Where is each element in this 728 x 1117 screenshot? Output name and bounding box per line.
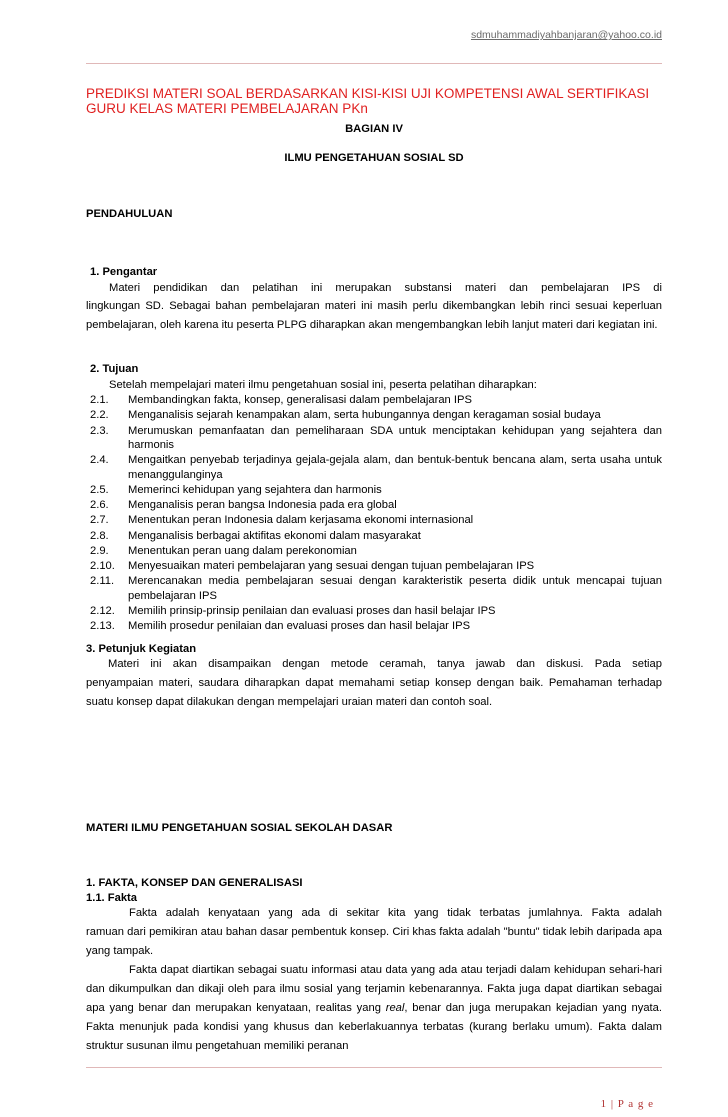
fakta-p2-emphasis: real [385, 1002, 405, 1014]
tujuan-item-number: 2.7. [90, 514, 109, 527]
tujuan-item-number: 2.8. [90, 529, 109, 542]
fakta-p1-rest: ramuan dari pemikiran atau bahan dasar pembentuk konsep. Ciri khas fakta adalah "buntu" tidak lebih daripada apa yang tampak. [86, 926, 662, 957]
section-petunjuk-heading: 3. Petunjuk Kegiatan [86, 643, 197, 655]
tujuan-item-text: Memerinci kehidupan yang sejahtera dan harmonis [128, 483, 382, 496]
tujuan-item-text: Menganalisis peran bangsa Indonesia pada era global [128, 498, 397, 511]
tujuan-intro: Setelah mempelajari materi ilmu pengetahuan sosial ini, peserta pelatihan diharapkan: [109, 379, 537, 391]
petunjuk-paragraph: penyampaian materi, saudara diharapkan dapat memahami setiap konsep dengan baik. Pemahaman terhadap suatu konsep dapat dilakukan dengan mempelajari uraian materi dan contoh soal. [86, 677, 662, 708]
materi-heading: MATERI ILMU PENGETAHUAN SOSIAL SEKOLAH DASAR [86, 822, 393, 834]
tujuan-item-number: 2.1. [90, 394, 109, 406]
header-divider [86, 63, 662, 64]
fakta-p2-b: , benar dan juga merupakan kejadian yang nyata. Fakta menunjuk pada kondisi yang khusus dan keberlakuannya terbatas (kurang berlaku umum). Fakta dalam struktur susunan ilmu pengetahuan memiliki peranan [86, 1002, 662, 1052]
part-label: BAGIAN IV [345, 123, 403, 135]
petunjuk-first-line: Materi ini akan disampaikan dengan metode ceramah, tanya jawab dan diskusi. Pada setiap [108, 658, 662, 670]
tujuan-item-number: 2.3. [90, 424, 109, 437]
tujuan-item-text: Menganalisis sejarah kenampakan alam, serta hubungannya dengan keragaman sosial budaya [128, 409, 601, 422]
fakta-paragraph-2 [86, 961, 662, 1056]
tujuan-item-number: 2.13. [90, 620, 115, 633]
intro-heading: PENDAHULUAN [86, 208, 173, 220]
tujuan-item-text: Mengaitkan penyebab terjadinya gejala-gejala alam, dan bentuk-bentuk bencana alam, serta usaha untuk menanggulanginya [128, 454, 662, 481]
section-pengantar-heading: 1. Pengantar [90, 266, 158, 278]
fakta-p1-first-line: Fakta adalah kenyataan yang ada di sekitar kita yang tidak terbatas jumlahnya. Fakta adalah [129, 907, 662, 919]
tujuan-item-text: Merencanakan media pembelajaran sesuai dengan karakteristik peserta didik untuk mencapai tujuan pembelajaran IPS [128, 575, 662, 602]
page-number: 1 | P a g e [600, 1098, 654, 1110]
document-title: PREDIKSI MATERI SOAL BERDASARKAN KISI-KISI UJI KOMPETENSI AWAL SERTIFIKASI GURU KELAS MATERI PEMBELAJARAN PKn [86, 86, 650, 116]
tujuan-item-number: 2.5. [90, 483, 109, 496]
tujuan-item-text: Menganalisis berbagai aktifitas ekonomi dalam masyarakat [128, 529, 421, 542]
tujuan-item-number: 2.11. [90, 575, 115, 588]
tujuan-item-number: 2.2. [90, 409, 109, 422]
pengantar-first-line: Materi pendidikan dan pelatihan ini merupakan substansi materi dan pembelajaran IPS di [109, 282, 662, 294]
fakta-subheading: 1.1. Fakta [86, 892, 137, 904]
tujuan-item-text: Memilih prosedur penilaian dan evaluasi proses dan hasil belajar IPS [128, 620, 471, 633]
subject-title: ILMU PENGETAHUAN SOSIAL SD [284, 152, 464, 164]
tujuan-list [86, 393, 662, 633]
footer-divider [86, 1067, 662, 1068]
tujuan-item-number: 2.6. [90, 498, 109, 511]
tujuan-item-text: Menyesuaikan materi pembelajaran yang sesuai dengan tujuan pembelajaran IPS [128, 560, 535, 573]
tujuan-item-number: 2.4. [90, 454, 109, 467]
tujuan-item-number: 2.10. [90, 560, 115, 573]
tujuan-item-text: Membandingkan fakta, konsep, generalisasi dalam pembelajaran IPS [128, 394, 472, 406]
tujuan-item-number: 2.12. [90, 604, 115, 617]
section-tujuan-heading: 2. Tujuan [90, 363, 139, 375]
tujuan-item-number: 2.9. [90, 544, 109, 557]
fakta-p2-a: Fakta dapat diartikan sebagai suatu informasi atau data yang ada atau terjadi dalam kehidupan sehari-hari dan dikumpulkan dan dikaji oleh para ilmu sosial yang terjamin kebenarannya. Fakta juga dapat diartikan sebagai apa yang benar dan merupakan kenyataan, realitas yang [86, 964, 662, 1014]
tujuan-item-text: Menentukan peran Indonesia dalam kerjasama ekonomi internasional [128, 514, 474, 527]
header-email[interactable]: sdmuhammadiyahbanjaran@yahoo.co.id [470, 29, 662, 41]
tujuan-item-text: Memilih prinsip-prinsip penilaian dan evaluasi proses dan hasil belajar IPS [128, 604, 496, 617]
fakta-section-heading: 1. FAKTA, KONSEP DAN GENERALISASI [86, 877, 303, 889]
tujuan-item-text: Menentukan peran uang dalam perekonomian [128, 544, 357, 557]
pengantar-paragraph: lingkungan SD. Sebagai bahan pembelajaran materi ini masih perlu dikembangkan lebih rinci sesuai keperluan pembelajaran, oleh karena itu peserta PLPG diharapkan akan mengembangkan lebih lanjut materi dari kegiatan ini. [86, 300, 662, 331]
tujuan-item-text: Merumuskan pemanfaatan dan pemeliharaan SDA untuk menciptakan kehidupan yang sejahtera dan harmonis [128, 424, 662, 452]
